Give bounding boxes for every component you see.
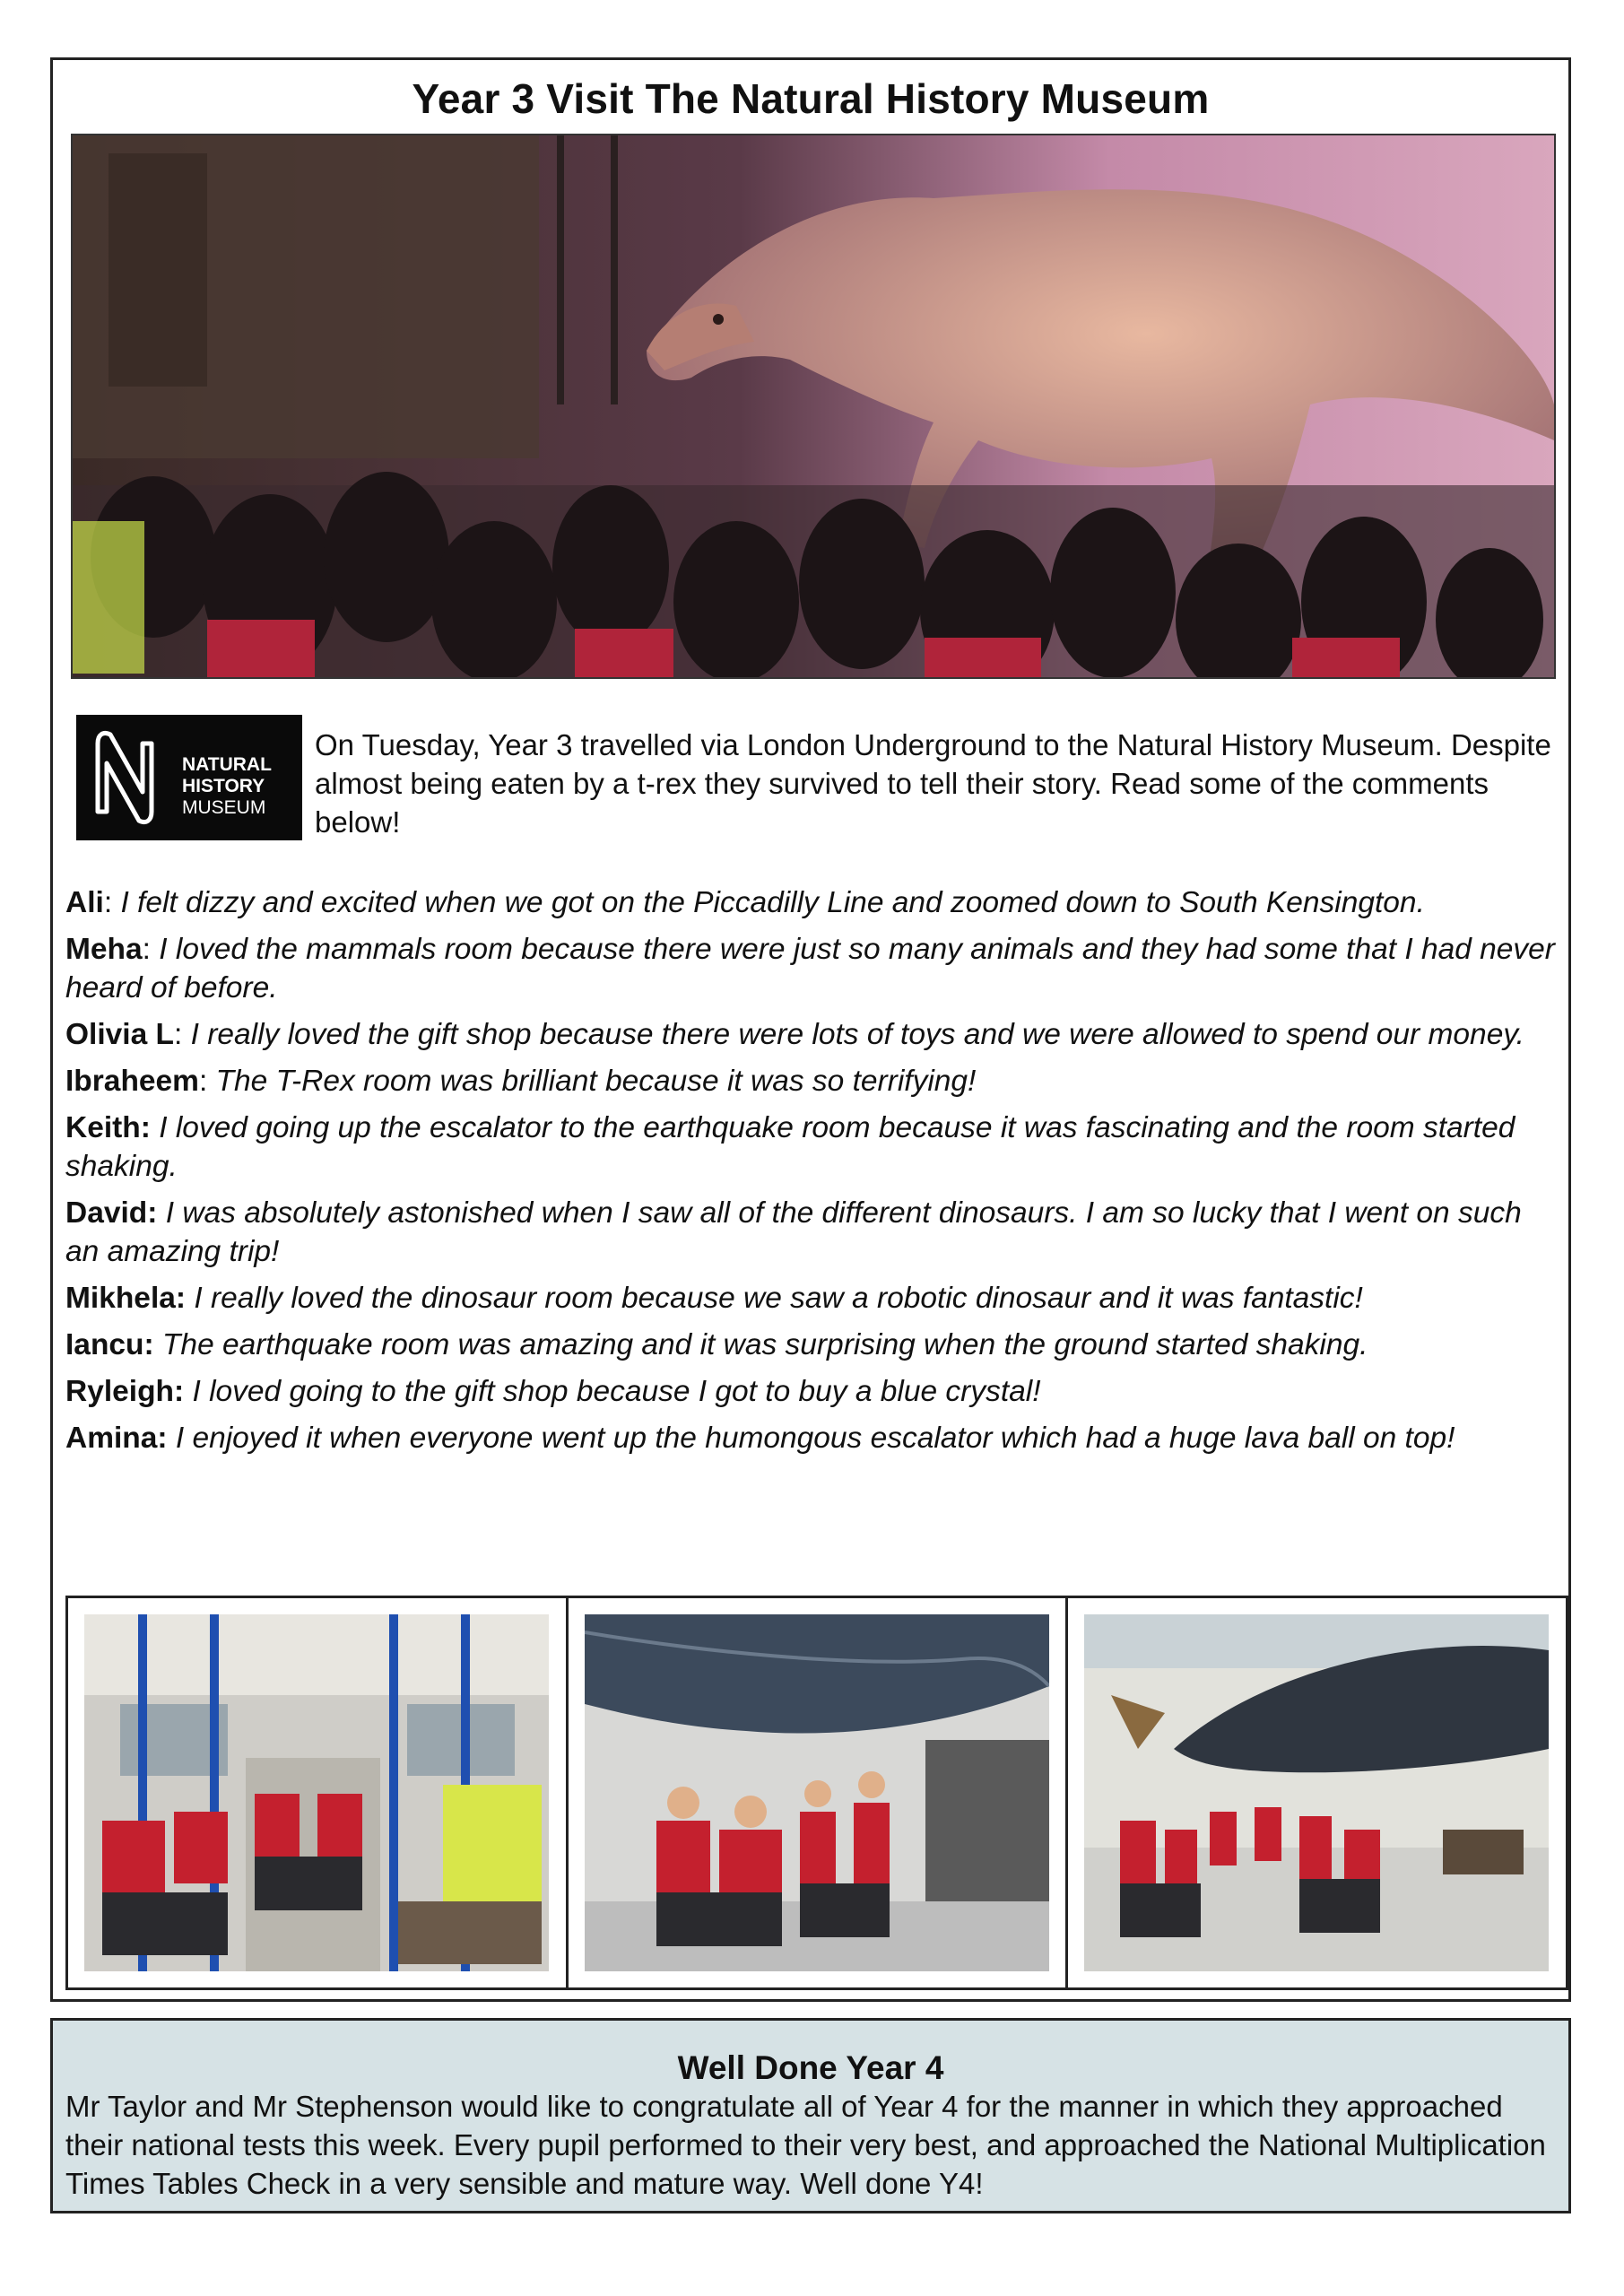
intro-paragraph: On Tuesday, Year 3 travelled via London Underground to the Natural History Museum. Despite almost being eaten by a t-rex they survived to tell their story. Read some of the comments below! <box>315 728 1551 839</box>
comment-author: David: <box>65 1196 158 1230</box>
comment-item <box>65 1419 1563 1457</box>
hero-image <box>71 134 1556 679</box>
logo-text-natural: NATURAL <box>182 754 272 775</box>
well-done-text: Mr Taylor and Mr Stephenson would like to congratulate all of Year 4 for the manner in which they approached their national tests this week. Every pupil performed to their very best, and approached the National Multiplication Times Tables Check in a very sensible and mature way. Well done Y4! <box>65 2090 1546 2200</box>
nhm-logo <box>76 715 302 840</box>
photo-cell <box>566 1598 1066 1987</box>
page-title: Year 3 Visit The Natural History Museum <box>412 75 1210 122</box>
photo-cell <box>68 1598 566 1987</box>
comment-item <box>65 1279 1563 1318</box>
comment-item: Ali: I felt dizzy and excited when we got on the Piccadilly Line and zoomed down to South Kensington. <box>65 886 1425 919</box>
comment-item: Olivia L: I really loved the gift shop because there were lots of toys and we were allowed to spend our money. <box>65 1018 1524 1051</box>
comment-item <box>65 1194 1563 1271</box>
comment-author: Keith: <box>65 1111 151 1144</box>
photo-gallery <box>65 1596 1568 1990</box>
logo-text-museum: MUSEUM <box>182 797 266 818</box>
comment-author: Amina: <box>65 1422 168 1455</box>
comment-item: Meha: I loved the mammals room because there were just so many animals and they had some that I had never heard of before. <box>65 933 1555 1004</box>
comment-text: I loved the mammals room because there were just so many animals and they had some that I had never heard of before. <box>65 933 1555 1004</box>
comment-item <box>65 1109 1563 1186</box>
comment-item: Ibraheem: The T-Rex room was brilliant because it was so terrifying! <box>65 1065 977 1098</box>
comment-text: I was absolutely astonished when I saw all of the different dinosaurs. I am so lucky that I went on such an amazing trip! <box>65 1196 1522 1268</box>
underground-photo <box>84 1614 550 1971</box>
comment-text: I loved going to the gift shop because I got to buy a blue crystal! <box>192 1375 1041 1408</box>
comment-author: Mikhela: <box>65 1282 187 1315</box>
comment-text: I enjoyed it when everyone went up the humongous escalator which had a huge lava ball on top! <box>175 1422 1455 1455</box>
comment-text: I really loved the gift shop because there were lots of toys and we were allowed to spend our money. <box>190 1018 1524 1051</box>
comment-text: I really loved the dinosaur room because we saw a robotic dinosaur and it was fantastic! <box>194 1282 1363 1315</box>
comment-text: The T-Rex room was brilliant because it was so terrifying! <box>215 1065 977 1098</box>
hintze-hall-photo <box>1084 1614 1550 1971</box>
article-box <box>50 57 1571 2002</box>
logo-text-history: HISTORY <box>182 776 265 796</box>
comment-author: Meha <box>65 933 143 966</box>
comment-text: I felt dizzy and excited when we got on the Piccadilly Line and zoomed down to South Kensington. <box>120 886 1425 919</box>
comment-text: I loved going up the escalator to the earthquake room because it was fascinating and the room started shaking. <box>65 1111 1515 1183</box>
comment-author: Ibraheem <box>65 1065 199 1098</box>
comment-item <box>65 1326 1563 1364</box>
comment-author: Olivia L <box>65 1018 175 1051</box>
comment-author: Ali <box>65 886 104 919</box>
comment-text: The earthquake room was amazing and it was surprising when the ground started shaking. <box>161 1328 1368 1361</box>
well-done-title: Well Done Year 4 <box>677 2049 944 2086</box>
comment-author: Ryleigh: <box>65 1375 185 1408</box>
photo-cell <box>1065 1598 1566 1987</box>
comments-list <box>65 883 1563 1465</box>
comment-item <box>65 1372 1563 1411</box>
well-done-box <box>50 2018 1571 2213</box>
comment-author: Iancu: <box>65 1328 154 1361</box>
whale-photo <box>585 1614 1050 1971</box>
